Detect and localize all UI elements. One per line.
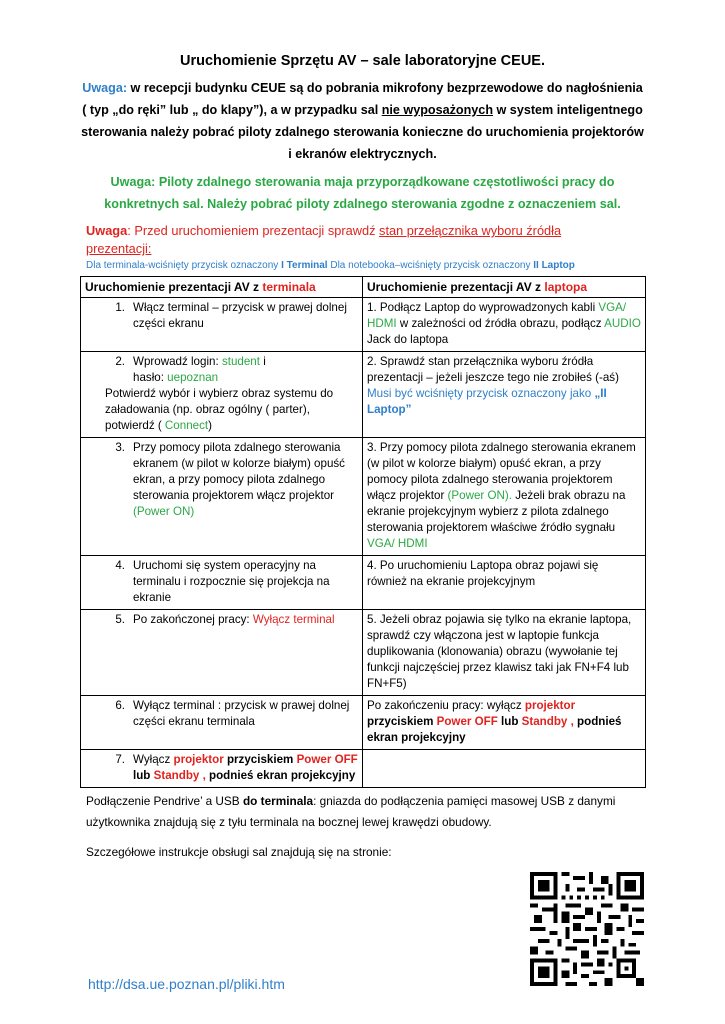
login-value: student xyxy=(221,355,260,368)
audio-label: AUDIO xyxy=(604,317,641,330)
step-text: Wyłącz terminal : przycisk w prawej dolnej części ekranu terminala xyxy=(133,699,350,728)
note-underlined: nie wyposażonych xyxy=(381,103,494,117)
step-text: w zależności od źródła obrazu, podłącz xyxy=(396,317,605,330)
table-row xyxy=(81,438,646,556)
step-terminal-6 xyxy=(81,696,363,750)
header-laptop xyxy=(363,277,646,298)
table-row xyxy=(81,556,646,610)
step-text: podnieś ekran projekcyjny xyxy=(367,715,622,744)
usb-text-a: Podłączenie Pendrive’ a USB xyxy=(86,794,243,808)
step-text: 3. Przy pomocy pilota zdalnego sterowania ekranem (w pilot w kolorze białym) opuść ekran, a przy pomocy pilota zdalnego sterowania projektorem włącz projektor xyxy=(367,441,636,502)
step-number: 2. xyxy=(115,355,125,368)
step-number: 1. xyxy=(115,301,125,314)
step-laptop-5: 5. Jeżeli obraz pojawia się tylko na ekranie laptopa, sprawdź czy włączona jest w laptopie funkcja duplikowania (klonowania) obrazu (wywołanie tej funkcji najczęściej przez klawisz taki jak FN+F4 lub FN+F5) xyxy=(363,610,646,696)
warning-text: : Przed uruchomieniem prezentacji sprawdź xyxy=(127,223,380,238)
step-laptop-2 xyxy=(363,352,646,438)
header-left-highlight: terminala xyxy=(262,280,316,294)
step-text: Potwierdź wybór i wybierz obraz systemu do załadowania (np. obraz ogólny ( parter), potwierdź ( xyxy=(105,387,334,432)
warning-label: Uwaga xyxy=(86,223,128,238)
page-title: Uruchomienie Sprzętu AV – sale laboratoryjne CEUE. xyxy=(179,53,545,69)
step-text: Uruchomi się system operacyjny na terminalu i rozpocznie się projekcja na ekranie xyxy=(133,559,330,604)
power-off-label: Power OFF xyxy=(296,753,358,766)
step-terminal-7 xyxy=(81,750,363,788)
projector-label: projektor xyxy=(524,699,576,712)
table-header-row xyxy=(81,277,646,298)
note-microphones xyxy=(80,77,645,165)
step-text: 2. Sprawdź stan przełącznika wyboru źródła prezentacji – jeżeli jeszcze tego nie zrobiłeś (-aś) xyxy=(367,355,619,384)
step-text: i xyxy=(259,355,266,368)
step-terminal-2 xyxy=(81,352,363,438)
standby-label: Standby , xyxy=(153,769,206,782)
step-text: Jeżeli brak obrazu na ekranie projekcyjnym wybierz z pilota zdalnego sterowania projektorem właściwe źródło sygnału xyxy=(367,489,626,534)
legend-terminal: I Terminal xyxy=(281,260,328,271)
step-text: Przy pomocy pilota zdalnego sterowania ekranem (w pilot w kolorze białym) opuść ekran, a przy pomocy pilota zdalnego sterowania projektorem włącz projektor xyxy=(133,441,345,502)
step-laptop-6 xyxy=(363,696,646,750)
step-text: hasło: xyxy=(133,371,168,384)
step-text: Wyłącz xyxy=(133,753,174,766)
legend-laptop: II Laptop xyxy=(533,260,575,271)
usb-text-c: : gniazda do podłączenia pamięci masowej USB z danymi użytkownika znajdują się z tyłu terminala na bocznej lewej krawędzi obudowy. xyxy=(86,794,616,829)
step-number: 4. xyxy=(115,559,125,572)
step-text: Po zakończeniu pracy: wyłącz xyxy=(367,699,525,712)
step-text: 1. Podłącz Laptop do wyprowadzonych kabli xyxy=(367,301,599,314)
note-label: Uwaga: xyxy=(82,81,128,95)
details-info: Szczegółowe instrukcje obsługi sal znajdują się na stronie: xyxy=(86,845,392,859)
step-text: Po zakończonej pracy: xyxy=(133,613,253,626)
header-right-text: Uruchomienie prezentacji AV z xyxy=(367,280,545,294)
step-text: przyciskiem xyxy=(223,753,297,766)
step-laptop-3 xyxy=(363,438,646,556)
power-off-label: Power OFF xyxy=(436,715,498,728)
connect-label: Connect xyxy=(164,419,209,432)
legend-text-a: Dla terminala-wciśnięty przycisk oznaczony xyxy=(86,260,282,271)
note-text-a: w recepcji budynku CEUE są do pobrania mikrofony bezprzewodowe do nagłośnienia ( typ „do ręki” lub „ do klapy”), a w przypadku sal xyxy=(82,81,643,117)
usb-info xyxy=(86,791,646,833)
power-on-label: (Power ON) xyxy=(133,505,195,518)
warning-underlined: stan przełącznika wyboru źródła prezentacji: xyxy=(86,223,562,256)
step-text: Wprowadź login: xyxy=(133,355,222,368)
step-terminal-3 xyxy=(81,438,363,556)
turn-off-terminal-label: Wyłącz terminal xyxy=(252,613,335,626)
table-row xyxy=(81,298,646,352)
power-on-label: (Power ON). xyxy=(447,489,512,502)
step-text: podnieś ekran projekcyjny xyxy=(205,769,356,782)
projector-label: projektor xyxy=(173,753,224,766)
step-number: 5. xyxy=(115,613,125,626)
laptop-button-label: „II Laptop” xyxy=(367,387,607,416)
header-terminal xyxy=(81,277,363,298)
steps-table xyxy=(80,276,646,788)
header-left-text: Uruchomienie prezentacji AV z xyxy=(85,280,263,294)
vga-hdmi-label: VGA/ HDMI xyxy=(367,537,428,550)
step-laptop-4: 4. Po uruchomieniu Laptopa obraz pojawi się również na ekranie projekcyjnym xyxy=(363,556,646,610)
step-text: lub xyxy=(133,769,154,782)
step-terminal-5 xyxy=(81,610,363,696)
warning-source-switch xyxy=(86,222,626,258)
instructions-link[interactable]: http://dsa.ue.poznan.pl/pliki.htm xyxy=(88,976,285,992)
table-row xyxy=(81,352,646,438)
table-row xyxy=(81,696,646,750)
note-remotes: Uwaga: Piloty zdalnego sterowania maja przyporządkowane częstotliwości pracy do konkretnych sal. Należy pobrać piloty zdalnego sterowania zgodne z oznaczeniem sal. xyxy=(104,175,621,211)
usb-text-b: do terminala xyxy=(242,794,314,808)
step-number: 7. xyxy=(115,753,125,766)
step-text: przyciskiem xyxy=(367,715,437,728)
note-text-b: w system inteligentnego sterowania należy pobrać piloty zdalnego sterowania konieczne do uruchomienia projektorów i ekranów elektrycznych. xyxy=(81,103,644,161)
step-number: 3. xyxy=(115,441,125,454)
header-right-highlight: laptopa xyxy=(544,280,588,294)
standby-label: Standby , xyxy=(521,715,574,728)
step-text: Jack do laptopa xyxy=(367,333,449,346)
step-terminal-4 xyxy=(81,556,363,610)
step-text: Włącz terminal – przycisk w prawej dolnej części ekranu xyxy=(133,301,347,330)
table-row xyxy=(81,750,646,788)
vga-hdmi-label: VGA/ HDMI xyxy=(367,301,627,330)
source-legend xyxy=(86,260,646,271)
step-text: ) xyxy=(208,419,212,432)
step-terminal-1 xyxy=(81,298,363,352)
step-laptop-7-empty xyxy=(363,750,646,788)
step-text: lub xyxy=(497,715,522,728)
table-row xyxy=(81,610,646,696)
password-value: uepoznan xyxy=(167,371,219,384)
legend-text-c: Dla notebooka–wciśnięty przycisk oznaczony xyxy=(327,260,534,271)
step-number: 6. xyxy=(115,699,125,712)
qr-code-icon xyxy=(530,872,644,986)
step-text-blue: Musi być wciśnięty przycisk oznaczony jako xyxy=(367,387,595,400)
step-laptop-1 xyxy=(363,298,646,352)
